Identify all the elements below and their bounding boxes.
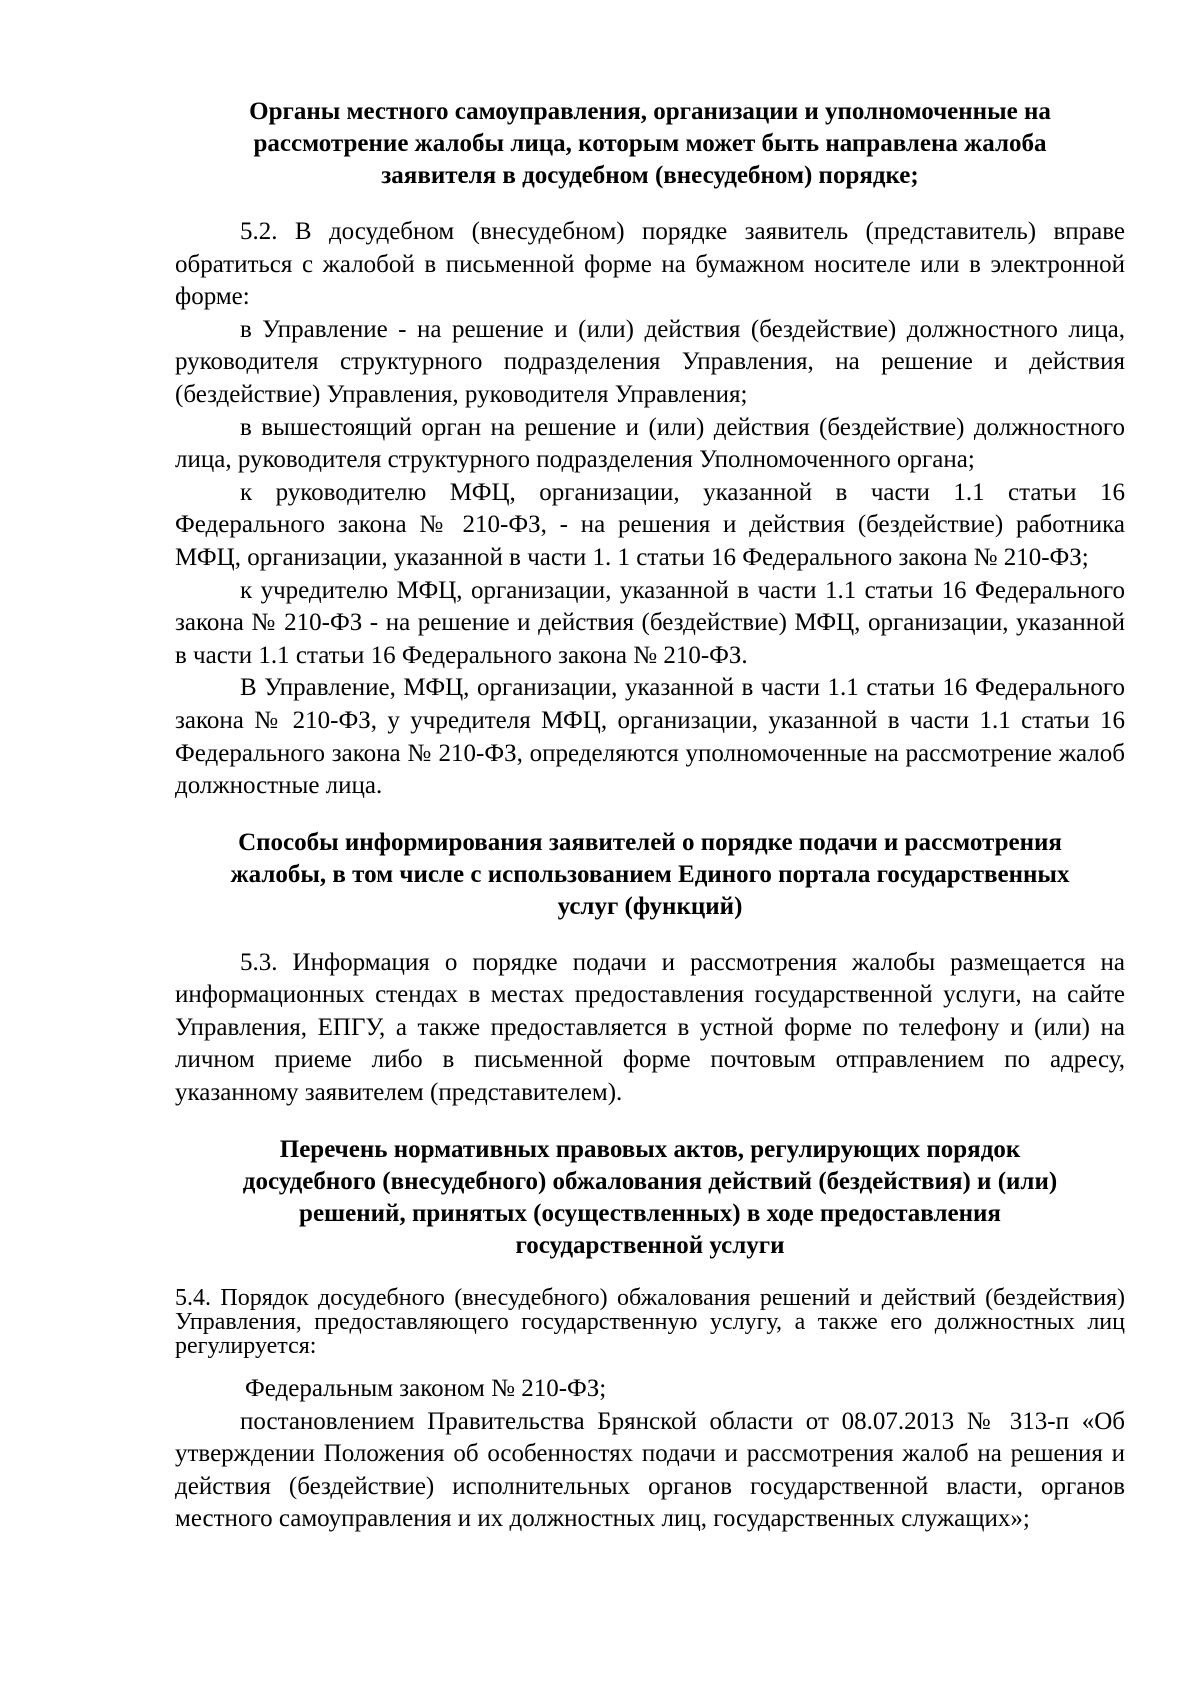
paragraph-5-2: 5.2. В досудебном (внесудебном) порядке заявитель (представитель) вправе обратиться с жалобой в письменной форме на бумажном носителе или в электронной форме:: [175, 218, 1125, 311]
paragraph-government-resolution: постановлением Правительства Брянской области от 08.07.2013 № 313-п «Об утверждении Положения об особенностях подачи и рассмотрения жалоб на решения и действия (бездействие) исполнительных органов государственной власти, органов местного самоуправления и их должностных лиц, государственных служащих»;: [175, 1407, 1125, 1533]
document-page: [175, 96, 1125, 1536]
paragraph-mfc-head: к руководителю МФЦ, организации, указанной в части 1.1 статьи 16 Федерального закона № 210-ФЗ, - на решения и действия (бездействие) работника МФЦ, организации, указанной в части 1. 1 статьи 16 Федерального закона № 210-ФЗ;: [175, 478, 1125, 571]
section-heading-complaint-bodies: Органы местного самоуправления, организации и уполномоченные на рассмотрение жалобы лица, которым может быть направлена жалоба заявителя в досудебном (внесудебном) порядке;: [249, 98, 1051, 189]
paragraph-mfc-founder: к учредителю МФЦ, организации, указанной в части 1.1 статьи 16 Федерального закона № 210-ФЗ - на решение и действия (бездействие) МФЦ, организации, указанной в части 1.1 статьи 16 Федерального закона № 210-ФЗ.: [175, 576, 1125, 669]
paragraph-higher-body: в вышестоящий орган на решение и (или) действия (бездействие) должностного лица, руководителя структурного подразделения Уполномоченного органа;: [175, 413, 1125, 474]
section-heading-informing-methods: Способы информирования заявителей о порядке подачи и рассмотрения жалобы, в том числе с использованием Единого портала государственных услуг (функций): [230, 828, 1070, 920]
section-heading-legal-acts: Перечень нормативных правовых актов, регулирующих порядок досудебного (внесудебного) обжалования действий (бездействия) и (или) решений, принятых (осуществленных) в ходе предоставления государственной услуги: [242, 1135, 1058, 1259]
paragraph-5-4: 5.4. Порядок досудебного (внесудебного) обжалования решений и действий (бездействия) Управления, предоставляющего государственную услугу, а также его должностных лиц регулируется:: [175, 1284, 1125, 1359]
paragraph-5-3: 5.3. Информация о порядке подачи и рассмотрения жалобы размещается на информационных стендах в местах предоставления государственной услуги, на сайте Управления, ЕПГУ, а также предоставляется в устной форме по телефону и (или) на личном приеме либо в письменной форме почтовым отправлением по адресу, указанному заявителем (представителем).: [175, 948, 1125, 1107]
paragraph-authorized-officials: В Управление, МФЦ, организации, указанной в части 1.1 статьи 16 Федерального закона № 210-ФЗ, у учредителя МФЦ, организации, указанной в части 1.1 статьи 16 Федерального закона № 210-ФЗ, определяются уполномоченные на рассмотрение жалоб должностные лица.: [175, 674, 1125, 800]
paragraph-management: в Управление - на решение и (или) действия (бездействие) должностного лица, руководителя структурного подразделения Управления, на решение и действия (бездействие) Управления, руководителя Управления;: [175, 315, 1125, 408]
paragraph-federal-law: Федеральным законом № 210-ФЗ;: [245, 1374, 607, 1402]
